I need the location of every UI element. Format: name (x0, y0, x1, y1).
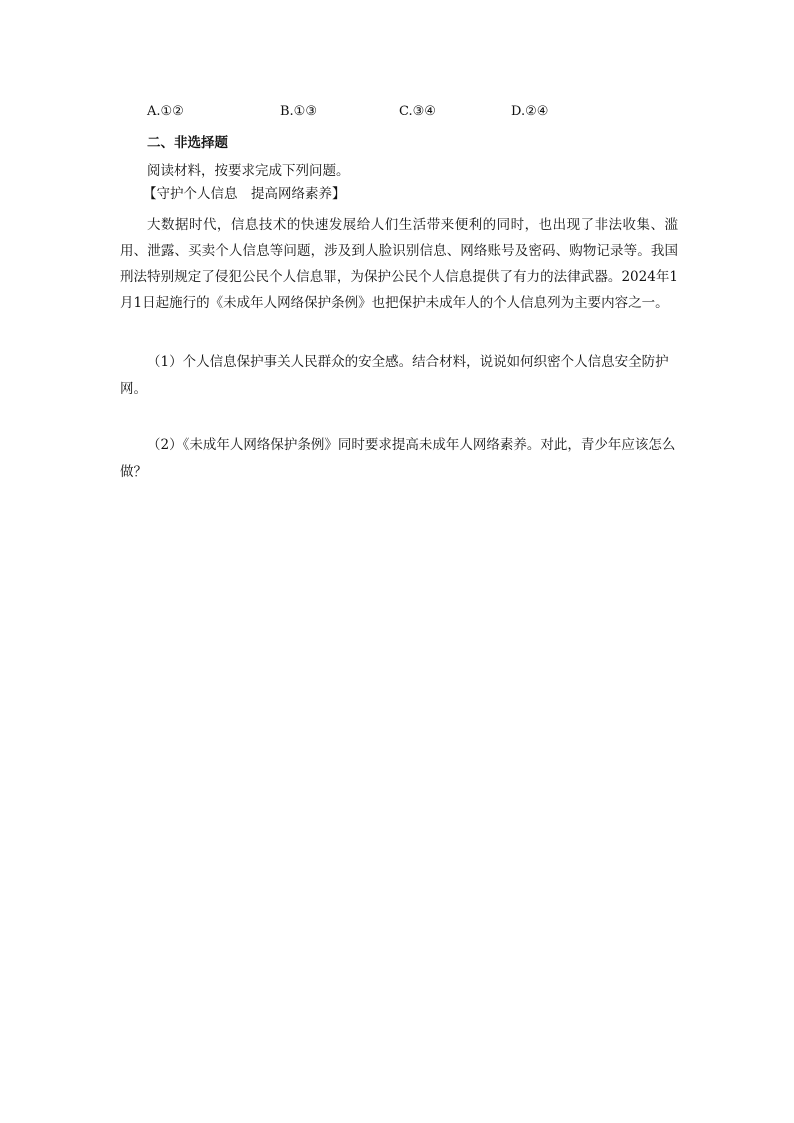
answer-options (0, 104, 794, 124)
option-d: D.②④ (511, 104, 549, 119)
section-title: 二、非选择题 (147, 135, 228, 151)
material-topic: 【守护个人信息 提高网络素养】 (143, 186, 346, 202)
option-b: B.①③ (280, 104, 317, 119)
question-1: （1）个人信息保护事关人民群众的安全感。结合材料，说说如何织密个人信息安全防护网。 (120, 354, 669, 397)
instruction-text: 阅读材料，按要求完成下列问题。 (147, 163, 350, 179)
option-c: C.③④ (399, 104, 436, 119)
material-paragraph: 大数据时代，信息技术的快速发展给人们生活带来便利的同时，也出现了非法收集、滥用、泄露、买卖个人信息等问题，涉及到人脸识别信息、网络账号及密码、购物记录等。我国刑法特别规定了侵犯公民个人信息罪，为保护公民个人信息提供了有力的法律武器。2024年1月1日起施行的《未成年人网络保护条例》也把保护未成年人的个人信息列为主要内容之一。 (120, 217, 678, 311)
question-2: （2）《未成年人网络保护条例》同时要求提高未成年人网络素养。对此，青少年应该怎么做？ (120, 437, 676, 480)
option-a: A.①② (147, 104, 184, 119)
